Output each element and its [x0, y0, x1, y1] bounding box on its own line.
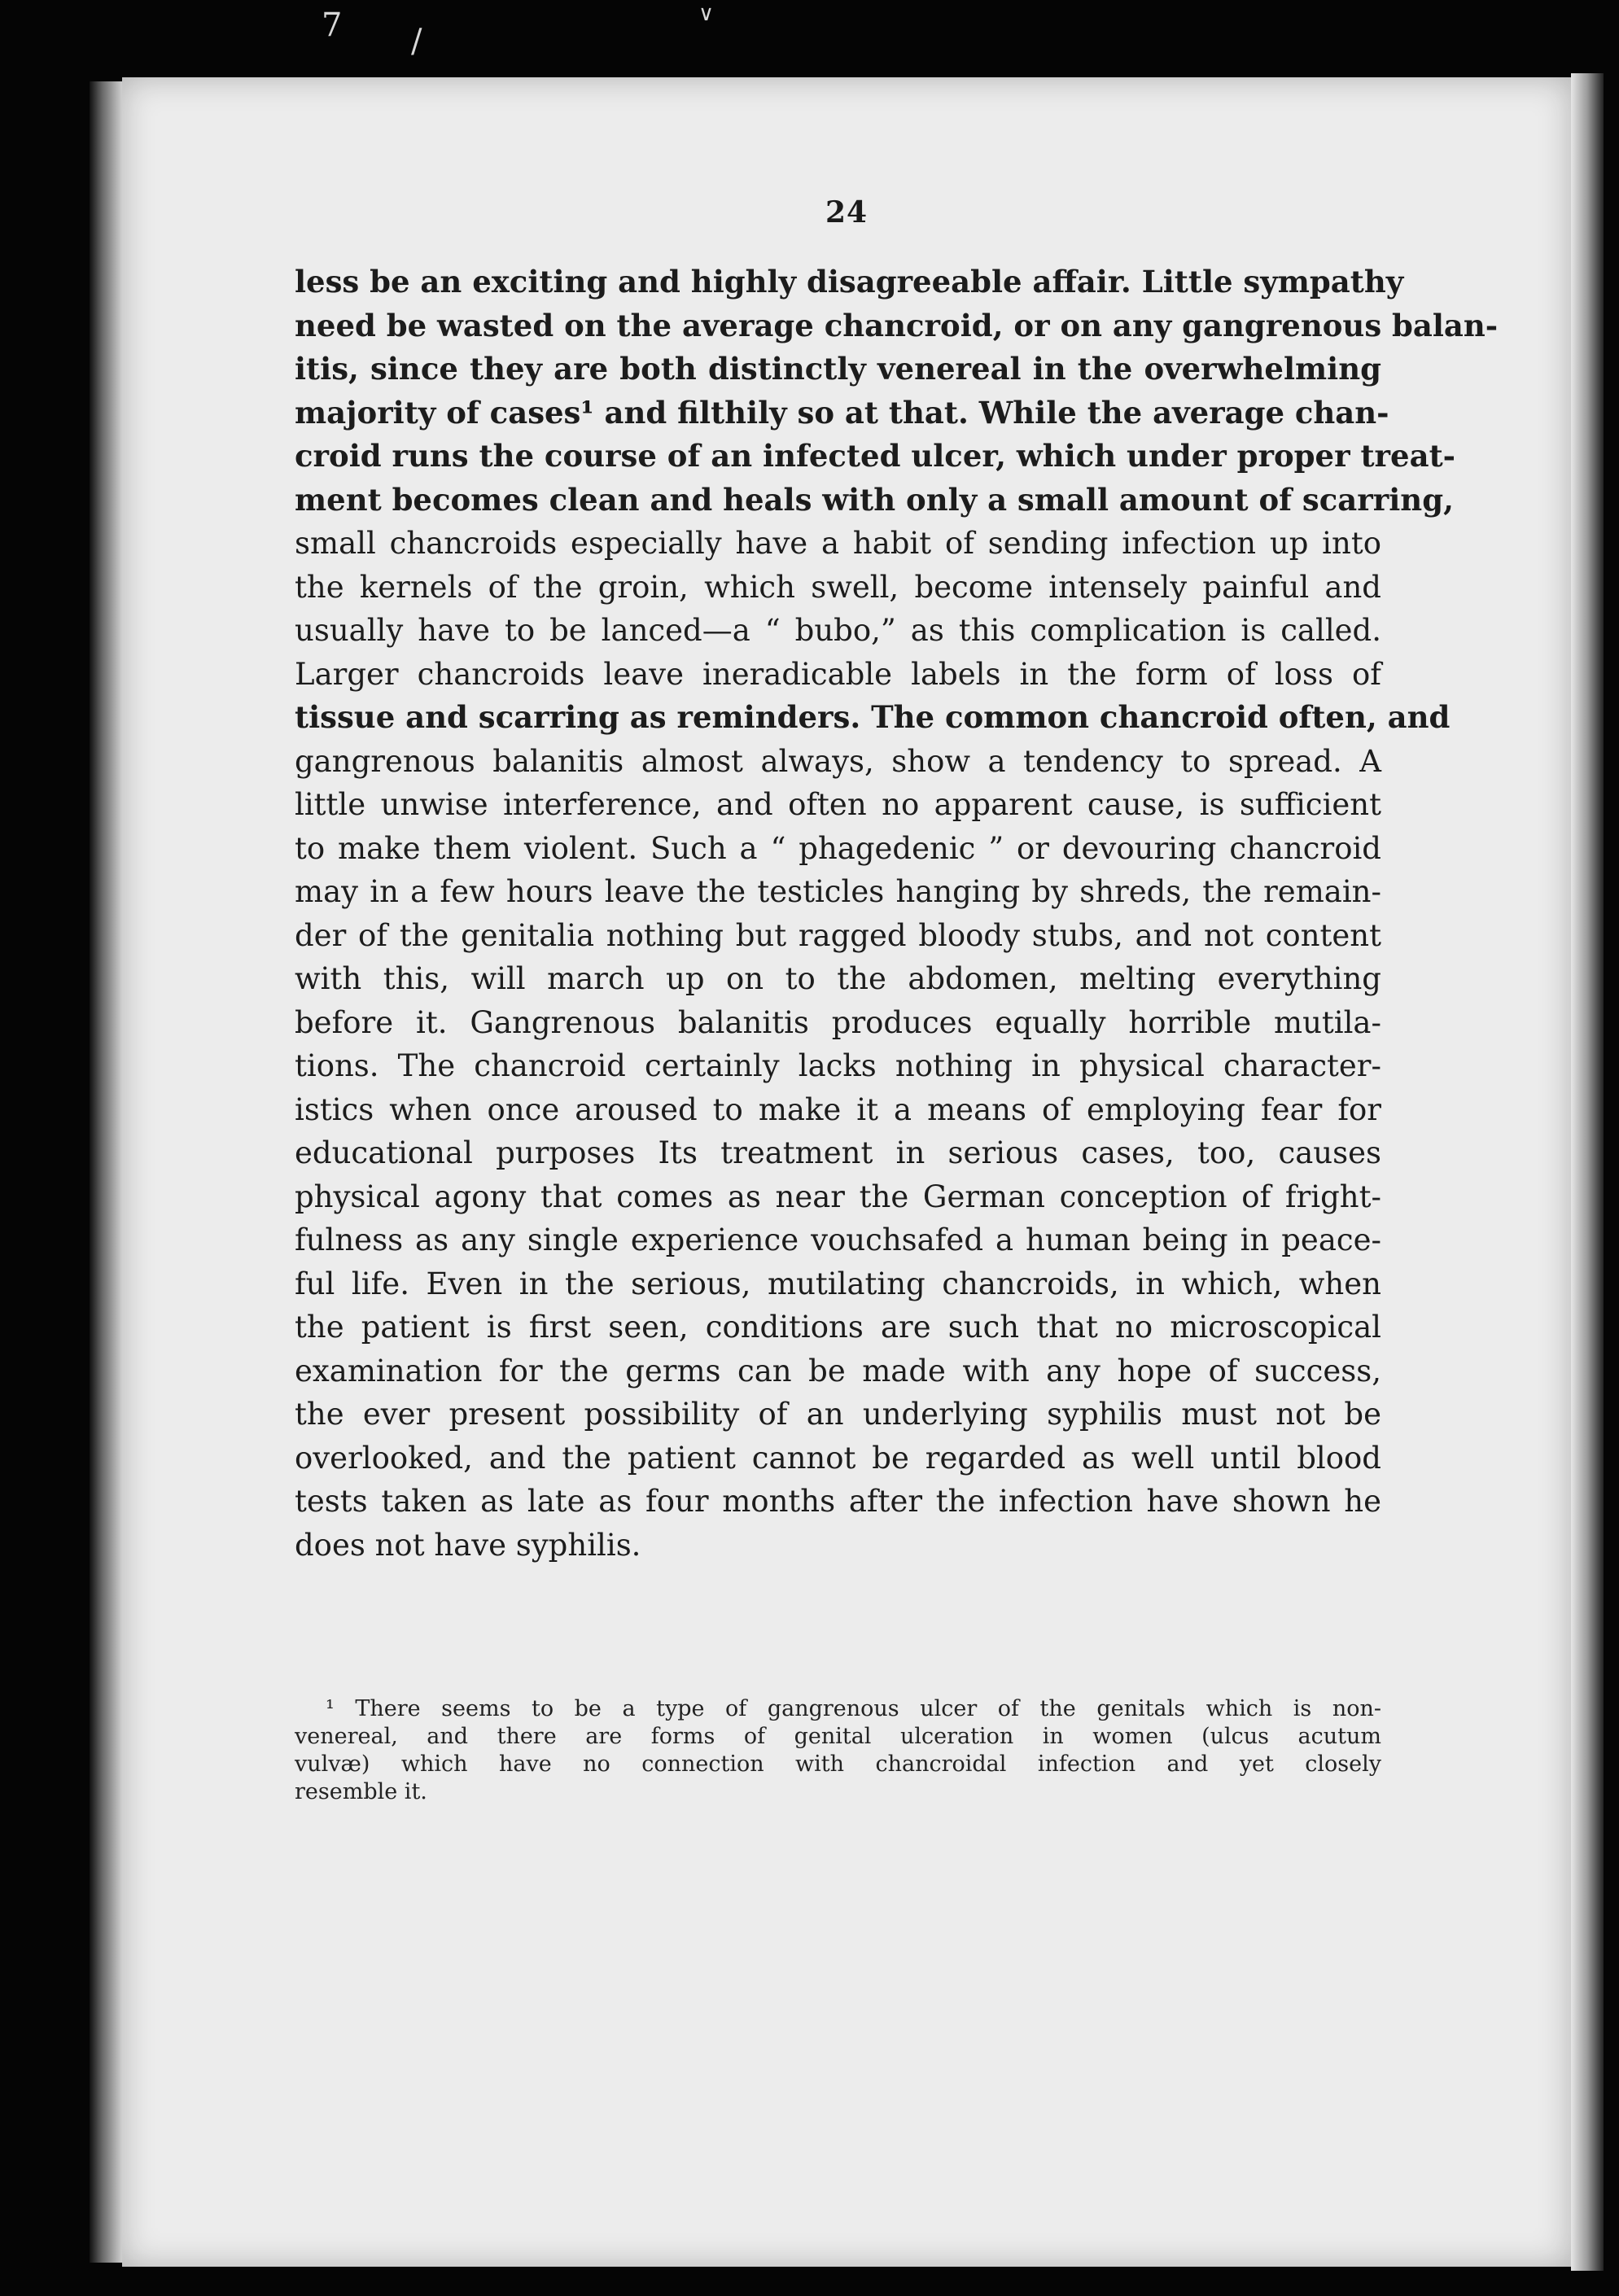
text-line: the ever present possibility of an underlying syphilis must not be: [295, 1397, 1381, 1432]
footnote-line: ¹ There seems to be a type of gangrenous ulcer of the genitals which is non-: [326, 1696, 1381, 1721]
text-line: ful life. Even in the serious, mutilating chancroids, in which, when: [295, 1266, 1381, 1301]
text-line: Larger chancroids leave ineradicable labels in the form of loss of: [295, 656, 1381, 692]
footnote: [295, 1695, 1381, 1806]
text-line: small chancroids especially have a habit of sending infection up into: [295, 526, 1381, 561]
text-line: itis, since they are both distinctly venereal in the overwhelming: [295, 351, 1381, 387]
text-line: gangrenous balanitis almost always, show a tendency to spread. A: [295, 743, 1381, 779]
text-line: tissue and scarring as reminders. The common chancroid often, and: [295, 699, 1451, 735]
text-line: need be wasted on the average chancroid, or on any gangrenous balan-: [295, 307, 1499, 343]
corner-mark-1: 7: [322, 7, 343, 44]
text-line: less be an exciting and highly disagreeable affair. Little sympathy: [295, 264, 1404, 300]
text-line: the patient is first seen, conditions are such that no microscopical: [295, 1310, 1381, 1345]
text-line: before it. Gangrenous balanitis produces equally horrible mutila-: [295, 1004, 1381, 1040]
text-line: physical agony that comes as near the German conception of fright-: [295, 1179, 1381, 1214]
text-line: fulness as any single experience vouchsafed a human being in peace-: [295, 1222, 1381, 1257]
text-line: the kernels of the groin, which swell, become intensely painful and: [295, 569, 1381, 605]
page-right-edge: [1571, 73, 1604, 2271]
text-line: does not have syphilis.: [295, 1527, 641, 1563]
footnote-line: venereal, and there are forms of genital ulceration in women (ulcus acutum: [295, 1724, 1381, 1749]
text-line: tests taken as late as four months after the infection have shown he: [295, 1484, 1381, 1519]
text-line: tions. The chancroid certainly lacks nothing in physical character-: [295, 1048, 1381, 1083]
text-line: with this, will march up on to the abdomen, melting everything: [295, 961, 1381, 996]
body-text: [295, 260, 1499, 1567]
text-line: istics when once aroused to make it a means of employing fear for: [295, 1091, 1381, 1127]
footnote-line: resemble it.: [295, 1779, 427, 1804]
text-line: examination for the germs can be made with any hope of success,: [295, 1353, 1381, 1389]
footnote-line: vulvæ) which have no connection with chancroidal infection and yet closely: [295, 1752, 1381, 1777]
text-line: to make them violent. Such a “ phagedenic ” or devouring chancroid: [295, 830, 1381, 866]
text-line: little unwise interference, and often no apparent cause, is sufficient: [295, 787, 1381, 822]
text-line: overlooked, and the patient cannot be regarded as well until blood: [295, 1440, 1381, 1476]
book-page: [122, 77, 1571, 2267]
page-number: 24: [825, 195, 869, 230]
text-line: majority of cases¹ and filthily so at that. While the average chan-: [295, 394, 1389, 431]
text-line: may in a few hours leave the testicles hanging by shreds, the remain-: [295, 874, 1381, 909]
text-line: croid runs the course of an infected ulcer, which under proper treat-: [295, 438, 1456, 474]
page-left-edge: [90, 81, 122, 2263]
corner-mark-3: ∨: [698, 2, 715, 26]
text-line: ment becomes clean and heals with only a small amount of scarring,: [295, 481, 1454, 518]
text-line: educational purposes Its treatment in serious cases, too, causes: [295, 1135, 1381, 1170]
text-line: der of the genitalia nothing but ragged bloody stubs, and not content: [295, 917, 1381, 953]
corner-mark-2: /: [411, 23, 422, 60]
text-line: usually have to be lanced—a “ bubo,” as this complication is called.: [295, 613, 1381, 648]
